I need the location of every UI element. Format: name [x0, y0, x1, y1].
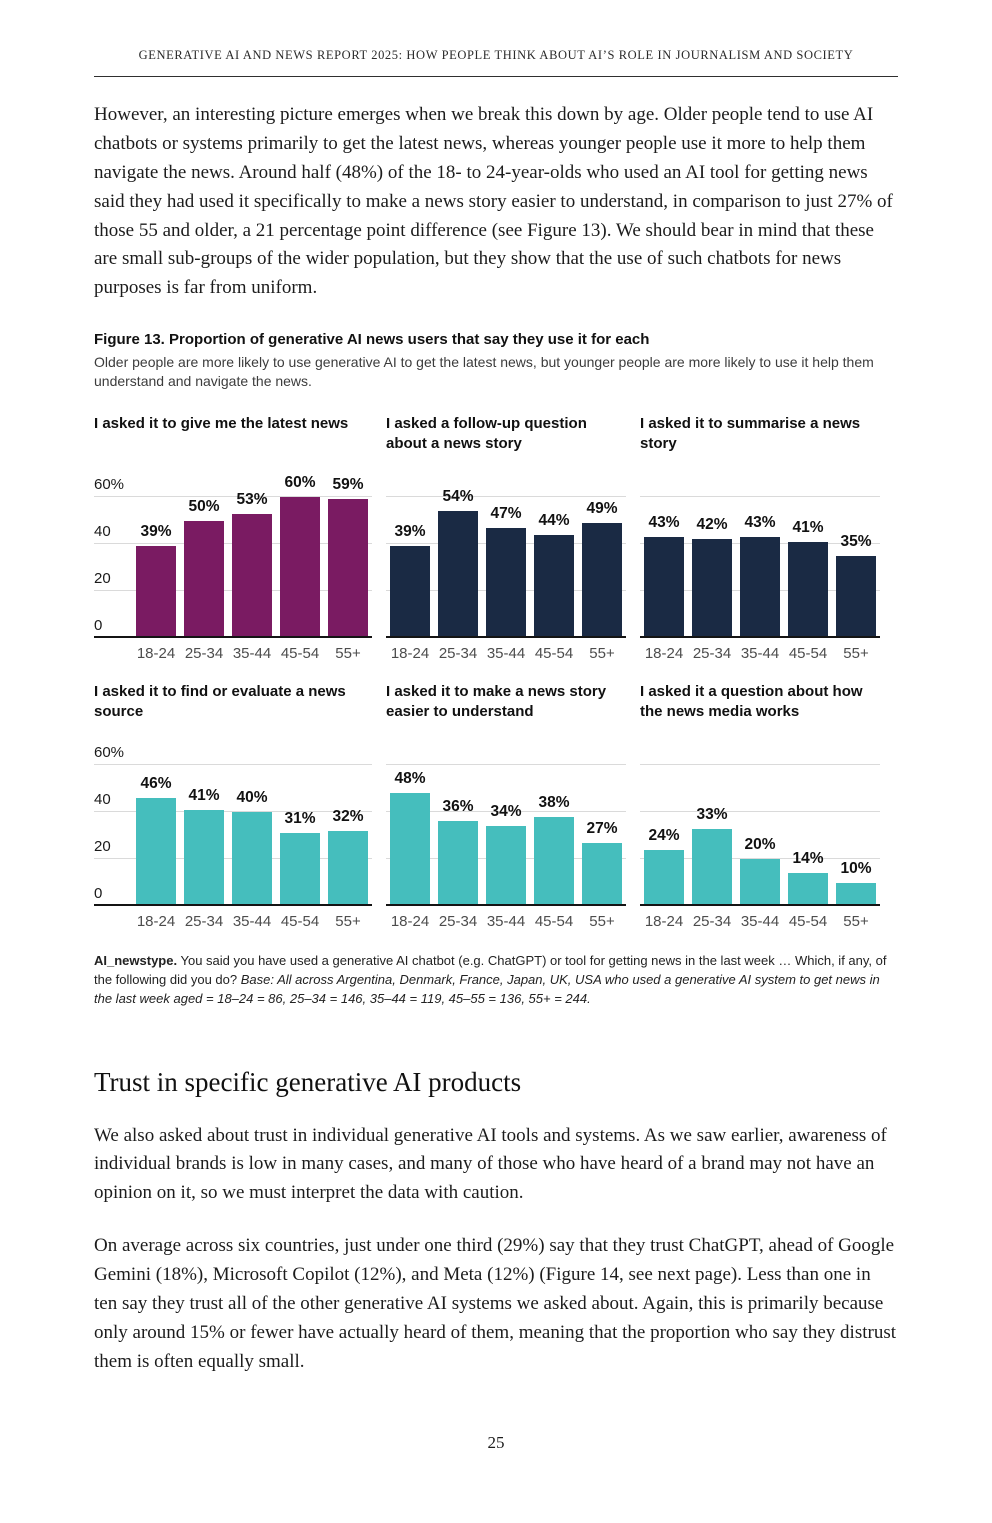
bar — [136, 546, 176, 638]
bar-value-label: 39% — [140, 523, 172, 541]
chart-plot-area — [640, 463, 880, 638]
bars-group — [132, 463, 372, 638]
bar — [644, 537, 684, 638]
bar — [438, 511, 478, 638]
x-axis-line — [640, 636, 880, 639]
bar-chart-1 — [94, 414, 372, 662]
footnote-question: You said you have used a generative AI chatbot (e.g. ChatGPT) or tool for getting news in the last week … Which, if any, of the following did you do? — [94, 953, 887, 987]
running-header: GENERATIVE AI AND NEWS REPORT 2025: HOW PEOPLE THINK ABOUT AI’S ROLE IN JOURNALISM AND SOCIETY — [94, 48, 898, 77]
bar-cell — [228, 463, 276, 638]
footnote-base-note: Base: All across Argentina, Denmark, France, Japan, UK, USA who used a generative AI system to get news in the last week aged = 18–24 = 86, 25–34 = 146, 35–44 = 119, 45–55 = 136, 55+ = 244. — [94, 971, 880, 1006]
chart-plot-area — [640, 731, 880, 906]
y-axis-tick-label: 20 — [94, 570, 111, 588]
bar-cell — [530, 463, 578, 638]
bars-group — [640, 731, 880, 906]
bar — [390, 546, 430, 638]
x-axis-labels — [640, 645, 880, 662]
chart-plot-area — [94, 731, 372, 906]
y-axis-tick-label: 0 — [94, 885, 103, 903]
bar — [534, 817, 574, 906]
bar-value-label: 14% — [792, 850, 824, 868]
x-axis-line — [640, 904, 880, 907]
x-axis-tick-label: 18-24 — [644, 913, 684, 931]
bar-value-label: 47% — [490, 504, 522, 522]
y-axis-tick-label: 20 — [94, 838, 111, 856]
bar-cell — [578, 463, 626, 638]
x-axis-line — [386, 636, 626, 639]
bar — [486, 528, 526, 638]
y-axis-tick-label: 40 — [94, 791, 111, 809]
x-axis-tick-label: 45-54 — [280, 913, 320, 931]
bar — [836, 883, 876, 907]
bar — [582, 523, 622, 638]
bar-cell — [132, 463, 180, 638]
y-axis-tick-label: 0 — [94, 617, 103, 635]
bar — [232, 812, 272, 906]
x-axis-line — [386, 904, 626, 907]
bar-value-label: 60% — [284, 474, 316, 492]
bar-value-label: 42% — [696, 516, 728, 534]
bar-cell — [784, 731, 832, 906]
bar-cell — [688, 463, 736, 638]
bar-cell — [736, 463, 784, 638]
bar-cell — [324, 463, 372, 638]
x-axis-tick-label: 55+ — [843, 645, 869, 663]
bar — [486, 826, 526, 906]
bar-value-label: 31% — [284, 810, 316, 828]
bar-value-label: 33% — [696, 805, 728, 823]
x-axis-tick-label: 45-54 — [534, 645, 574, 663]
x-axis-tick-label: 18-24 — [390, 913, 430, 931]
bar-value-label: 32% — [332, 807, 364, 825]
x-axis-labels — [386, 645, 626, 662]
bar-value-label: 49% — [586, 499, 618, 517]
bar-chart-5 — [386, 682, 626, 930]
bar-value-label: 46% — [140, 774, 172, 792]
bar — [390, 793, 430, 906]
bar — [280, 497, 320, 638]
bar-value-label: 44% — [538, 511, 570, 529]
bar — [136, 798, 176, 906]
bar-cell — [434, 731, 482, 906]
trust-paragraph-1: We also asked about trust in individual generative AI tools and systems. As we saw earlier, awareness of individual brands is low in many cases, and many of those who have heard of a brand may not have an opinion on it, so we must interpret the data with caution. — [94, 1124, 887, 1204]
bar — [644, 850, 684, 906]
x-axis-tick-label: 55+ — [843, 913, 869, 931]
bar-cell — [736, 731, 784, 906]
x-axis-tick-label: 18-24 — [644, 645, 684, 663]
bar-cell — [784, 463, 832, 638]
bar-value-label: 43% — [648, 514, 680, 532]
bar-cell — [434, 463, 482, 638]
intro-paragraph: However, an interesting picture emerges when we break this down by age. Older people tend to use AI chatbots or systems primarily to get the latest news, whereas younger people use it more to help them navigate the news. Around half (48%) of the 18- to 24-year-olds who used an AI tool for getting news said they had used it specifically to make a news story easier to understand, in comparison to just 27% of those 55 and older, a 21 percentage point difference (see Figure 13). We should bear in mind that these are small sub-groups of the wider population, but they show that the use of such chatbots for news purposes is far from uniform. — [94, 104, 893, 299]
bar — [328, 831, 368, 906]
figure-footnote — [94, 952, 894, 1009]
chart-plot-area — [94, 463, 372, 638]
bar-cell — [640, 463, 688, 638]
bar-value-label: 39% — [394, 523, 426, 541]
x-axis-labels — [386, 913, 626, 930]
chart-title: I asked it to give me the latest news — [94, 415, 349, 433]
x-axis-tick-label: 35-44 — [486, 913, 526, 931]
x-axis-tick-label: 45-54 — [280, 645, 320, 663]
figure-charts-grid — [94, 414, 898, 930]
bar-chart-4 — [94, 682, 372, 930]
bar-cell — [530, 731, 578, 906]
bar-cell — [832, 463, 880, 638]
chart-title: I asked a follow-up question about a news story — [386, 415, 587, 452]
figure-13-block — [94, 303, 898, 1008]
bar-value-label: 35% — [840, 532, 872, 550]
x-axis-tick-label: 25-34 — [692, 645, 732, 663]
bar-cell — [832, 731, 880, 906]
bar-value-label: 50% — [188, 497, 220, 515]
bar — [280, 833, 320, 906]
bar-value-label: 34% — [490, 803, 522, 821]
bar — [836, 556, 876, 638]
section-heading: Trust in specific generative AI products — [94, 1066, 522, 1097]
bar-value-label: 10% — [840, 859, 872, 877]
bar — [582, 843, 622, 906]
bar — [692, 829, 732, 907]
bar-value-label: 38% — [538, 793, 570, 811]
bar-cell — [324, 731, 372, 906]
bar-cell — [578, 731, 626, 906]
bar — [788, 542, 828, 638]
bar-cell — [180, 731, 228, 906]
bar-value-label: 48% — [394, 770, 426, 788]
bar-cell — [228, 731, 276, 906]
bar-chart-2 — [386, 414, 626, 662]
chart-title: I asked it to summarise a news story — [640, 415, 861, 452]
bar-value-label: 24% — [648, 826, 680, 844]
bar — [740, 537, 780, 638]
bar-cell — [132, 731, 180, 906]
bar — [438, 821, 478, 906]
y-axis-tick-label: 60% — [94, 476, 125, 494]
x-axis-tick-label: 25-34 — [438, 645, 478, 663]
bars-group — [132, 731, 372, 906]
x-axis-labels — [132, 913, 372, 930]
bar-value-label: 41% — [188, 786, 220, 804]
figure-subtitle: Older people are more likely to use generative AI to get the latest news, but younger people are more likely to use it help them understand and navigate the news. — [94, 354, 874, 389]
x-axis-tick-label: 18-24 — [136, 645, 176, 663]
bar-chart-6 — [640, 682, 880, 930]
bar-cell — [180, 463, 228, 638]
bar — [184, 521, 224, 639]
bar-cell — [276, 463, 324, 638]
bar-cell — [688, 731, 736, 906]
x-axis-tick-label: 35-44 — [740, 645, 780, 663]
chart-title: I asked it to make a news story easier to understand — [386, 683, 607, 720]
bars-group — [386, 463, 626, 638]
bars-group — [640, 463, 880, 638]
figure-title: Figure 13. Proportion of generative AI news users that say they use it for each — [94, 331, 650, 349]
bar-value-label: 41% — [792, 518, 824, 536]
x-axis-labels — [132, 645, 372, 662]
x-axis-tick-label: 35-44 — [232, 645, 272, 663]
bar-value-label: 43% — [744, 514, 776, 532]
x-axis-tick-label: 18-24 — [390, 645, 430, 663]
x-axis-tick-label: 45-54 — [788, 913, 828, 931]
chart-title: I asked it to find or evaluate a news source — [94, 683, 346, 720]
y-axis-tick-label: 60% — [94, 744, 125, 762]
x-axis-tick-label: 55+ — [335, 913, 361, 931]
page-number: 25 — [487, 1432, 505, 1452]
x-axis-tick-label: 55+ — [335, 645, 361, 663]
bar — [740, 859, 780, 906]
bar — [788, 873, 828, 906]
x-axis-tick-label: 35-44 — [486, 645, 526, 663]
bar-value-label: 27% — [586, 819, 618, 837]
bar — [184, 810, 224, 906]
bars-group — [386, 731, 626, 906]
bar — [328, 499, 368, 638]
bar-value-label: 40% — [236, 789, 268, 807]
footnote-variable-label: AI_newstype. — [94, 953, 178, 969]
x-axis-tick-label: 35-44 — [232, 913, 272, 931]
chart-plot-area — [386, 463, 626, 638]
x-axis-tick-label: 25-34 — [692, 913, 732, 931]
bar-cell — [386, 731, 434, 906]
bar-value-label: 53% — [236, 490, 268, 508]
x-axis-tick-label: 25-34 — [184, 645, 224, 663]
bar-cell — [482, 731, 530, 906]
x-axis-tick-label: 45-54 — [534, 913, 574, 931]
bar-cell — [386, 463, 434, 638]
x-axis-line — [94, 636, 372, 639]
chart-plot-area — [386, 731, 626, 906]
bar-value-label: 20% — [744, 836, 776, 854]
bar-value-label: 59% — [332, 476, 364, 494]
x-axis-line — [94, 904, 372, 907]
bar-cell — [640, 731, 688, 906]
x-axis-tick-label: 35-44 — [740, 913, 780, 931]
bar — [534, 535, 574, 638]
chart-title: I asked it a question about how the news media works — [640, 683, 863, 720]
y-axis-tick-label: 40 — [94, 523, 111, 541]
x-axis-tick-label: 25-34 — [184, 913, 224, 931]
x-axis-tick-label: 25-34 — [438, 913, 478, 931]
x-axis-tick-label: 18-24 — [136, 913, 176, 931]
trust-paragraph-2: On average across six countries, just under one third (29%) say that they trust ChatGPT, ahead of Google Gemini (18%), Microsoft Copilot (12%), and Meta (12%) (Figure 14, see next page). Less than one in ten say they trust all of the other generative AI systems we asked about. Again, this is primarily because only around 15% or fewer have actually heard of them, meaning that the proportion who say they distrust them is often equally small. — [94, 1235, 896, 1372]
bar-value-label: 54% — [442, 488, 474, 506]
bar-cell — [276, 731, 324, 906]
x-axis-labels — [640, 913, 880, 930]
x-axis-tick-label: 55+ — [589, 645, 615, 663]
bar-value-label: 36% — [442, 798, 474, 816]
x-axis-tick-label: 55+ — [589, 913, 615, 931]
bar-cell — [482, 463, 530, 638]
x-axis-tick-label: 45-54 — [788, 645, 828, 663]
bar — [692, 539, 732, 638]
bar — [232, 514, 272, 639]
bar-chart-3 — [640, 414, 880, 662]
